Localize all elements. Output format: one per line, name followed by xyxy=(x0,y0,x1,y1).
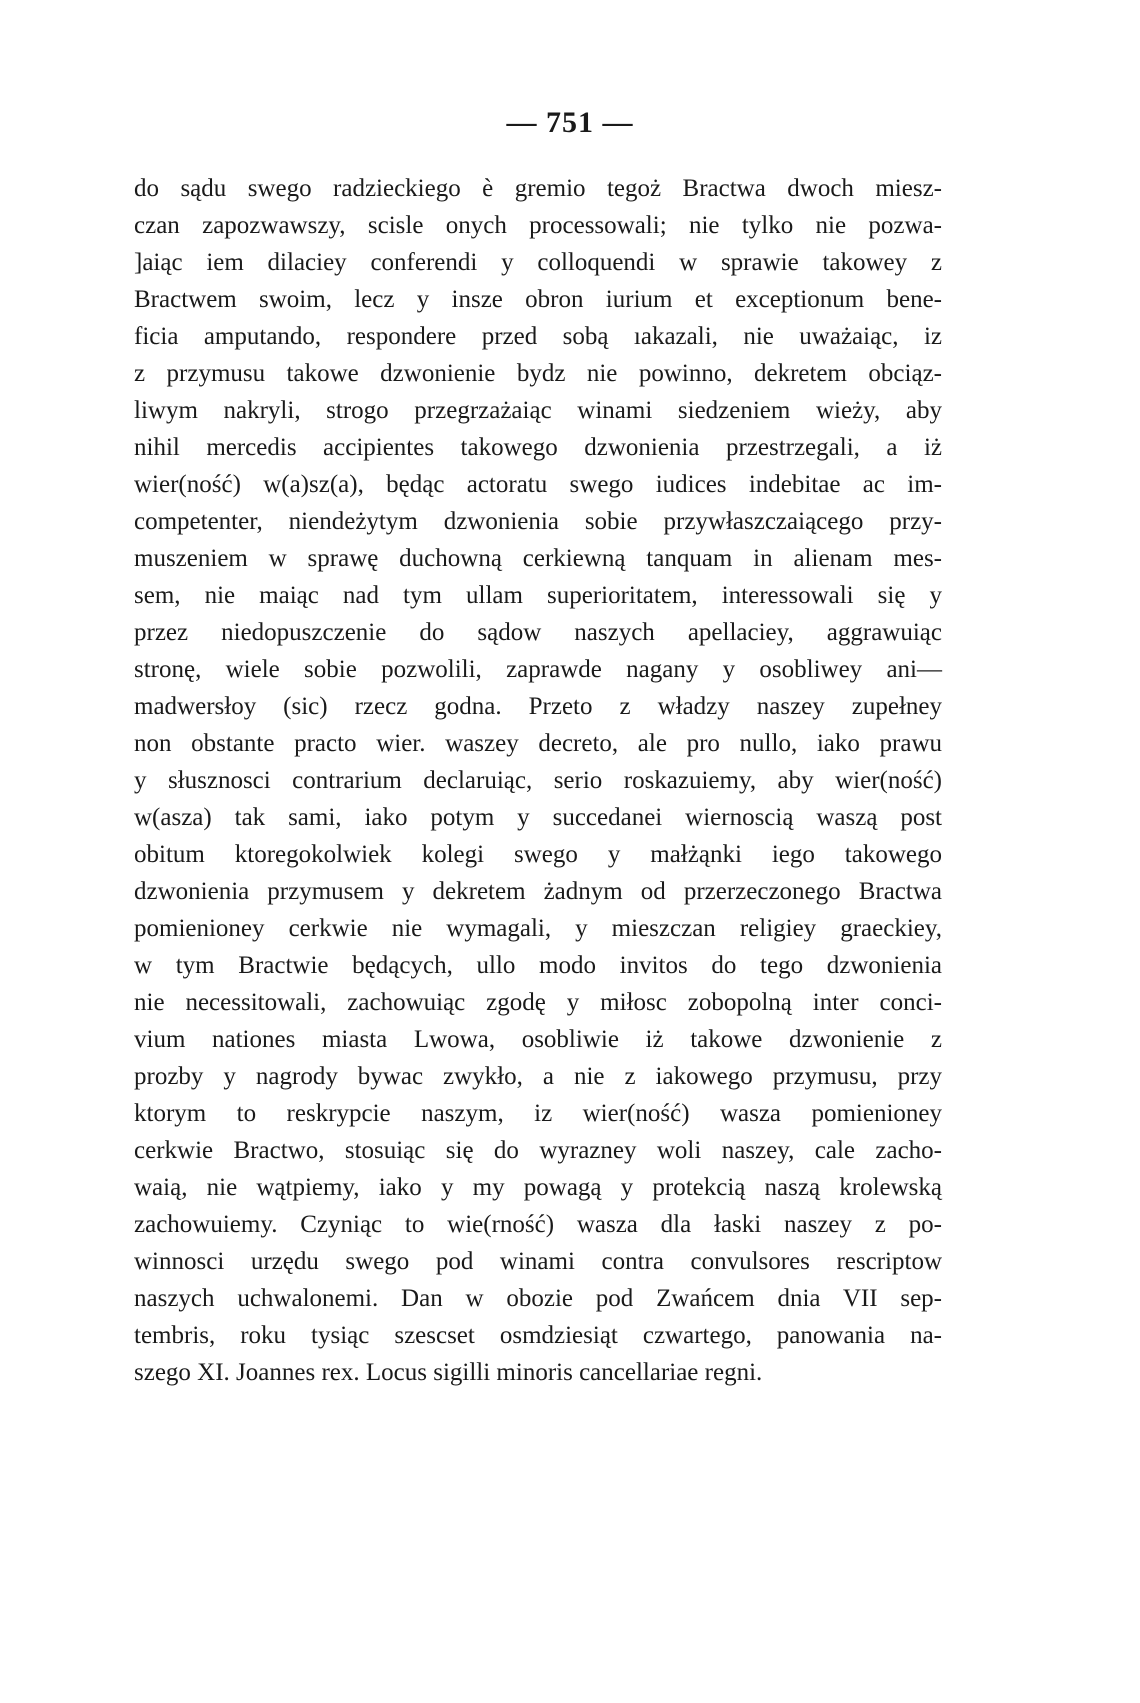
text-line: obitum ktoregokolwiek kolegi swego y małżąnki iego takowego xyxy=(134,841,942,868)
text-line: Bractwem swoim, lecz y insze obron iurium et exceptionum bene- xyxy=(134,286,942,313)
text-line: competenter, niendeżytym dzwonienia sobie przywłaszczaiącego przy- xyxy=(134,508,942,535)
text-line: szego XI. Joannes rex. Locus sigilli minoris cancellariae regni. xyxy=(134,1359,763,1386)
text-line: czan zapozwawszy, scisle onych processowali; nie tylko nie pozwa- xyxy=(134,212,942,239)
text-line: non obstante practo wier. waszey decreto, ale pro nullo, iako prawu xyxy=(134,730,942,757)
text-line: z przymusu takowe dzwonienie bydz nie powinno, dekretem obciąz- xyxy=(134,360,942,387)
text-line: ktorym to reskrypcie naszym, iz wier(ność) wasza pomienioney xyxy=(134,1100,942,1127)
page-number: — 751 — xyxy=(506,106,634,139)
text-line: dzwonienia przymusem y dekretem żadnym od przerzeczonego Bractwa xyxy=(134,878,942,905)
text-line: przez niedopuszczenie do sądow naszych apellaciey, aggrawuiąc xyxy=(134,619,942,646)
body-text xyxy=(134,170,942,1391)
text-line: naszych uchwalonemi. Dan w obozie pod Zwańcem dnia VII sep- xyxy=(134,1285,942,1312)
text-line: waią, nie wątpiemy, iako y my powagą y protekcią naszą krolewską xyxy=(134,1174,942,1201)
text-line: do sądu swego radzieckiego è gremio tegoż Bractwa dwoch miesz- xyxy=(134,175,942,202)
text-line: cerkwie Bractwo, stosuiąc się do wyrazney woli naszey, cale zacho- xyxy=(134,1137,942,1164)
text-line: nie necessitowali, zachowuiąc zgodę y miłosc zobopolną inter conci- xyxy=(134,989,942,1016)
text-line: stronę, wiele sobie pozwolili, zaprawde nagany y osobliwey ani— xyxy=(134,656,942,683)
text-line: pomienioney cerkwie nie wymagali, y mieszczan religiey graeckiey, xyxy=(134,915,942,942)
text-line: vium nationes miasta Lwowa, osobliwie iż takowe dzwonienie z xyxy=(134,1026,942,1053)
text-line: muszeniem w sprawę duchowną cerkiewną tanquam in alienam mes- xyxy=(134,545,942,572)
text-line: sem, nie maiąc nad tym ullam superioritatem, interessowali się y xyxy=(134,582,942,609)
text-line: w(asza) tak sami, iako potym y succedanei wiernoscią waszą post xyxy=(134,804,942,831)
text-line: y słusznosci contrarium declaruiąc, serio roskazuiemy, aby wier(ność) xyxy=(134,767,942,794)
text-line: zachowuiemy. Czyniąc to wie(rność) wasza dla łaski naszey z po- xyxy=(134,1211,942,1238)
text-line: winnosci urzędu swego pod winami contra convulsores rescriptow xyxy=(134,1248,942,1275)
text-line: liwym nakryli, strogo przegrzażaiąc winami siedzeniem wieży, aby xyxy=(134,397,942,424)
text-line: prozby y nagrody bywac zwykło, a nie z iakowego przymusu, przy xyxy=(134,1063,942,1090)
text-line: madwersłoy (sic) rzecz godna. Przeto z władzy naszey zupełney xyxy=(134,693,942,720)
text-line: w tym Bractwie będących, ullo modo invitos do tego dzwonienia xyxy=(134,952,942,979)
text-line: tembris, roku tysiąc szescset osmdziesiąt czwartego, panowania na- xyxy=(134,1322,942,1349)
text-line: nihil mercedis accipientes takowego dzwonienia przestrzegali, a iż xyxy=(134,434,942,461)
text-line: ficia amputando, respondere przed sobą ıakazali, nie uważaiąc, iz xyxy=(134,323,942,350)
text-line: wier(ność) w(a)sz(a), będąc actoratu swego iudices indebitae ac im- xyxy=(134,471,942,498)
text-line: ]aiąc iem dilaciey conferendi y colloquendi w sprawie takowey z xyxy=(134,249,942,276)
